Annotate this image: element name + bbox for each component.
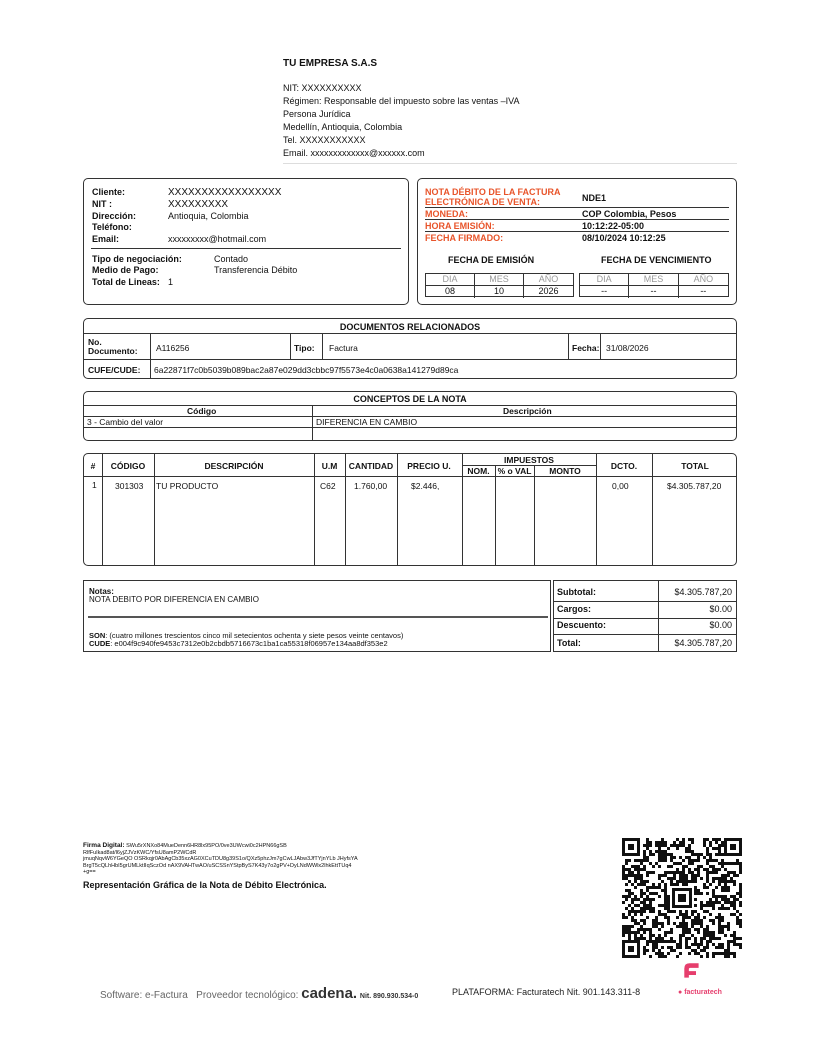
descuento-value: $0.00 — [709, 620, 732, 630]
cargos-value: $0.00 — [709, 604, 732, 614]
col-impuestos-header: IMPUESTOS — [504, 455, 554, 465]
emision-dia-header: DIA — [426, 274, 475, 286]
fecha-value: 31/08/2026 — [606, 343, 649, 353]
concepts-rule-3 — [84, 427, 736, 428]
cufe-value: 6a22871f7c0b5039b089bac2a87e029dd3cbbc97f5573e4c0a0638a141279d89ca — [154, 365, 459, 375]
col-precio-header: PRECIO U. — [407, 461, 451, 471]
representation-caption: Representación Gráfica de la Nota de Débito Electrónica. — [83, 880, 327, 890]
items-header-rule — [84, 476, 736, 477]
concepts-title: CONCEPTOS DE LA NOTA — [353, 394, 467, 404]
facturatech-logo-icon — [676, 962, 716, 988]
row-um: C62 — [320, 481, 336, 491]
client-name-label: Cliente: — [92, 187, 126, 197]
notes-label: Notas: — [89, 587, 114, 596]
docs-divider-a — [150, 333, 151, 359]
client-email: xxxxxxxxx@hotmail.com — [168, 234, 267, 244]
company-persona: Persona Jurídica — [283, 109, 351, 119]
cude-value: : e004f9c940fe9453c7312e0b2cbdb5716673c1ba1ca55318f06957e134aa8df353e2 — [110, 639, 388, 648]
software-label: Software: e-Factura — [100, 990, 188, 1001]
col-nom-header: NOM. — [467, 466, 490, 476]
docs-divider-f — [150, 359, 151, 378]
related-documents-title: DOCUMENTOS RELACIONADOS — [339, 322, 481, 332]
tipo-value: Factura — [329, 343, 358, 353]
client-address: Antioquia, Colombia — [168, 211, 249, 221]
items-vline-2 — [154, 454, 155, 565]
provider-logos — [100, 985, 418, 1002]
col-total-header: TOTAL — [681, 461, 709, 471]
vencimiento-ano-header: AÑO — [679, 274, 728, 286]
concepts-box — [83, 391, 737, 441]
items-vline-3 — [314, 454, 315, 565]
items-vline-7 — [495, 465, 496, 565]
note-type-label-1: NOTA DÉBITO DE LA FACTURA — [425, 187, 561, 197]
son-value: : (cuatro millones trescientos cinco mil setecientos ochenta y siete pesos veinte centavos) — [105, 631, 404, 640]
cargos-label: Cargos: — [557, 604, 592, 614]
digital-signature — [83, 843, 403, 876]
note-number: NDE1 — [582, 193, 607, 203]
vencimiento-mes-header: MES — [629, 274, 678, 286]
col-pct-header: % o VAL — [497, 466, 532, 476]
client-email-label: Email: — [92, 234, 120, 244]
vencimiento-ano: -- — [700, 286, 707, 296]
negociacion-label: Tipo de negociación: — [92, 254, 182, 264]
row-total: $4.305.787,20 — [667, 481, 722, 491]
subtotal-value: $4.305.787,20 — [674, 587, 732, 597]
client-divider — [91, 248, 401, 249]
hora-value: 10:12:22-05:00 — [582, 221, 645, 231]
row-cantidad: 1.760,00 — [354, 481, 388, 491]
plataforma-text: PLATAFORMA: Facturatech Nit. 901.143.311-8 — [452, 987, 641, 997]
medio-pago-value: Transferencia Débito — [214, 265, 298, 275]
no-doc-value: A116256 — [156, 343, 190, 353]
no-doc-label-2: Documento: — [88, 346, 138, 356]
docs-rule-1 — [84, 333, 736, 334]
facturatech-label: facturatech — [684, 989, 722, 996]
row-dcto: 0,00 — [612, 481, 629, 491]
items-vline-5 — [397, 454, 398, 565]
fecha-label: Fecha: — [572, 343, 600, 353]
concepts-divider — [312, 405, 313, 440]
docs-divider-b — [290, 333, 291, 359]
company-nit: NIT: XXXXXXXXXX — [283, 83, 362, 93]
col-num-header: # — [90, 461, 96, 471]
concepts-codigo: 3 - Cambio del valor — [87, 417, 164, 427]
cude-label: CUDE — [89, 639, 111, 648]
emision-ano-header: AÑO — [524, 274, 573, 286]
notes-rule — [88, 616, 548, 618]
no-doc-label — [88, 338, 138, 356]
items-vline-4 — [345, 454, 346, 565]
row-descripcion: TU PRODUCTO — [156, 481, 219, 491]
items-vline-6 — [462, 454, 463, 565]
client-nit-label: NIT : — [92, 199, 112, 209]
company-email: Email. xxxxxxxxxxxxx@xxxxxx.com — [283, 148, 425, 158]
client-address-label: Dirección: — [92, 211, 137, 221]
vencimiento-dia: -- — [580, 286, 629, 298]
header-divider — [283, 163, 737, 164]
cude-line — [89, 639, 388, 648]
row-codigo: 301303 — [115, 481, 144, 491]
emision-ano: 2026 — [538, 286, 559, 296]
firma-line-2: jmuqNqvW6YGeQO OSRkqjr0AbAgCb35xzAG0XCuTDU8g39S1o/QXz5phzJm7gCwLJAbw3JfTYjnYLb JHyfsYA — [83, 856, 358, 862]
cufe-label: CUFE/CUDE: — [88, 365, 141, 375]
subtotal-row — [554, 583, 736, 601]
medio-pago-label: Medio de Pago: — [92, 265, 159, 275]
facturatech-name: ● facturatech — [678, 989, 722, 996]
firma-line-1: RlfFuIkad8at/l6yjZJVzKWC/YfsU8amP2WCdR — [83, 849, 197, 856]
docs-divider-e — [600, 333, 601, 359]
company-header — [283, 58, 743, 160]
docs-divider-c — [322, 333, 323, 359]
negociacion-value: Contado — [214, 254, 249, 264]
vencimiento-mes: -- — [629, 286, 678, 298]
client-info-box — [83, 178, 409, 305]
client-nit: XXXXXXXXX — [168, 199, 229, 210]
emision-mes-header: MES — [475, 274, 524, 286]
impuestos-subrule — [462, 465, 596, 466]
vencimiento-title: FECHA DE VENCIMIENTO — [601, 255, 712, 265]
col-codigo-header: CÓDIGO — [110, 461, 146, 471]
hora-label: HORA EMISIÓN: — [425, 221, 495, 231]
notes-text: NOTA DEBITO POR DIFERENCIA EN CAMBIO — [89, 595, 259, 604]
descuento-row — [554, 616, 736, 634]
total-label: Total: — [557, 638, 581, 648]
note-type-label-2: ELECTRÓNICA DE VENTA: — [425, 197, 541, 207]
firmado-row — [425, 233, 729, 244]
firmado-label: FECHA FIRMADO: — [425, 233, 504, 243]
vencimiento-date-grid — [579, 273, 729, 297]
firma-line-3: BrgT5cQLhHbI5grUMLktIIqSczOd nAX9VAHTwAO/uSCSSnYStpByS7K43y7o2gPV+DyLNdWWlx2lhkEttTUq4 — [83, 862, 352, 869]
proveedor-label: Proveedor tecnológico: — [196, 990, 299, 1001]
items-vline-8 — [534, 465, 535, 565]
client-phone-label: Teléfono: — [92, 222, 132, 232]
col-monto-header: MONTO — [549, 466, 581, 476]
moneda-row — [425, 209, 729, 220]
moneda-label: MONEDA: — [425, 209, 468, 219]
firmado-value: 08/10/2024 10:12:25 — [582, 233, 666, 243]
no-doc-label-1: No. — [88, 337, 102, 347]
total-lineas-value: 1 — [168, 277, 174, 287]
company-name: TU EMPRESA S.A.S — [283, 58, 378, 69]
note-info-box — [417, 178, 737, 305]
hora-row — [425, 221, 729, 232]
moneda-value: COP Colombia, Pesos — [582, 209, 677, 219]
related-documents-box — [83, 318, 737, 379]
items-table — [83, 453, 737, 566]
concepts-rule-1 — [84, 405, 736, 406]
emision-mes: 10 — [475, 286, 524, 298]
firma-line-0: SWu5rXNXo84MueDenn6HR8lx95PO/0ve3UWcwi0c2HPN66gSB — [126, 843, 287, 849]
tipo-label: Tipo: — [294, 343, 315, 353]
emision-dia: 08 — [426, 286, 475, 298]
total-row — [554, 634, 736, 652]
concepts-descripcion: DIFERENCIA EN CAMBIO — [316, 417, 418, 427]
firma-label: Firma Digital: — [83, 842, 125, 849]
company-regimen: Régimen: Responsable del impuesto sobre las ventas –IVA — [283, 96, 520, 106]
items-vline-10 — [652, 454, 653, 565]
items-vline-1 — [102, 454, 103, 565]
concepts-descripcion-header: Descripción — [503, 406, 552, 416]
cadena-nit: Nit. 890.930.534-0 — [359, 993, 419, 1000]
emision-date-grid — [425, 273, 574, 297]
vencimiento-dia-header: DIA — [580, 274, 629, 286]
emision-title: FECHA DE EMISIÓN — [448, 255, 535, 265]
docs-rule-2 — [84, 359, 736, 360]
docs-divider-d — [568, 333, 569, 359]
cadena-logo: cadena. — [301, 985, 358, 1002]
son-label: SON — [89, 631, 106, 640]
col-descripcion-header: DESCRIPCIÓN — [204, 461, 264, 471]
col-um-header: U.M — [321, 461, 338, 471]
client-name: XXXXXXXXXXXXXXXXX — [168, 187, 282, 198]
qr-code-icon — [622, 838, 742, 958]
company-phone: Tel. XXXXXXXXXXX — [283, 135, 366, 145]
items-vline-9 — [596, 454, 597, 565]
col-dcto-header: DCTO. — [610, 461, 638, 471]
company-address: Medellín, Antioquia, Colombia — [283, 122, 403, 132]
subtotal-label: Subtotal: — [557, 587, 596, 597]
concepts-codigo-header: Código — [187, 406, 217, 416]
firma-line-4: +g== — [83, 869, 96, 875]
note-type-row — [425, 187, 729, 208]
total-lineas-label: Total de Lineas: — [92, 277, 160, 287]
descuento-label: Descuento: — [557, 620, 607, 630]
col-cantidad-header: CANTIDAD — [348, 461, 394, 471]
row-num: 1 — [92, 480, 97, 490]
total-value: $4.305.787,20 — [674, 638, 732, 648]
totals-box — [553, 580, 737, 652]
notes-box — [83, 580, 551, 652]
row-precio: $2.446, — [411, 481, 440, 491]
